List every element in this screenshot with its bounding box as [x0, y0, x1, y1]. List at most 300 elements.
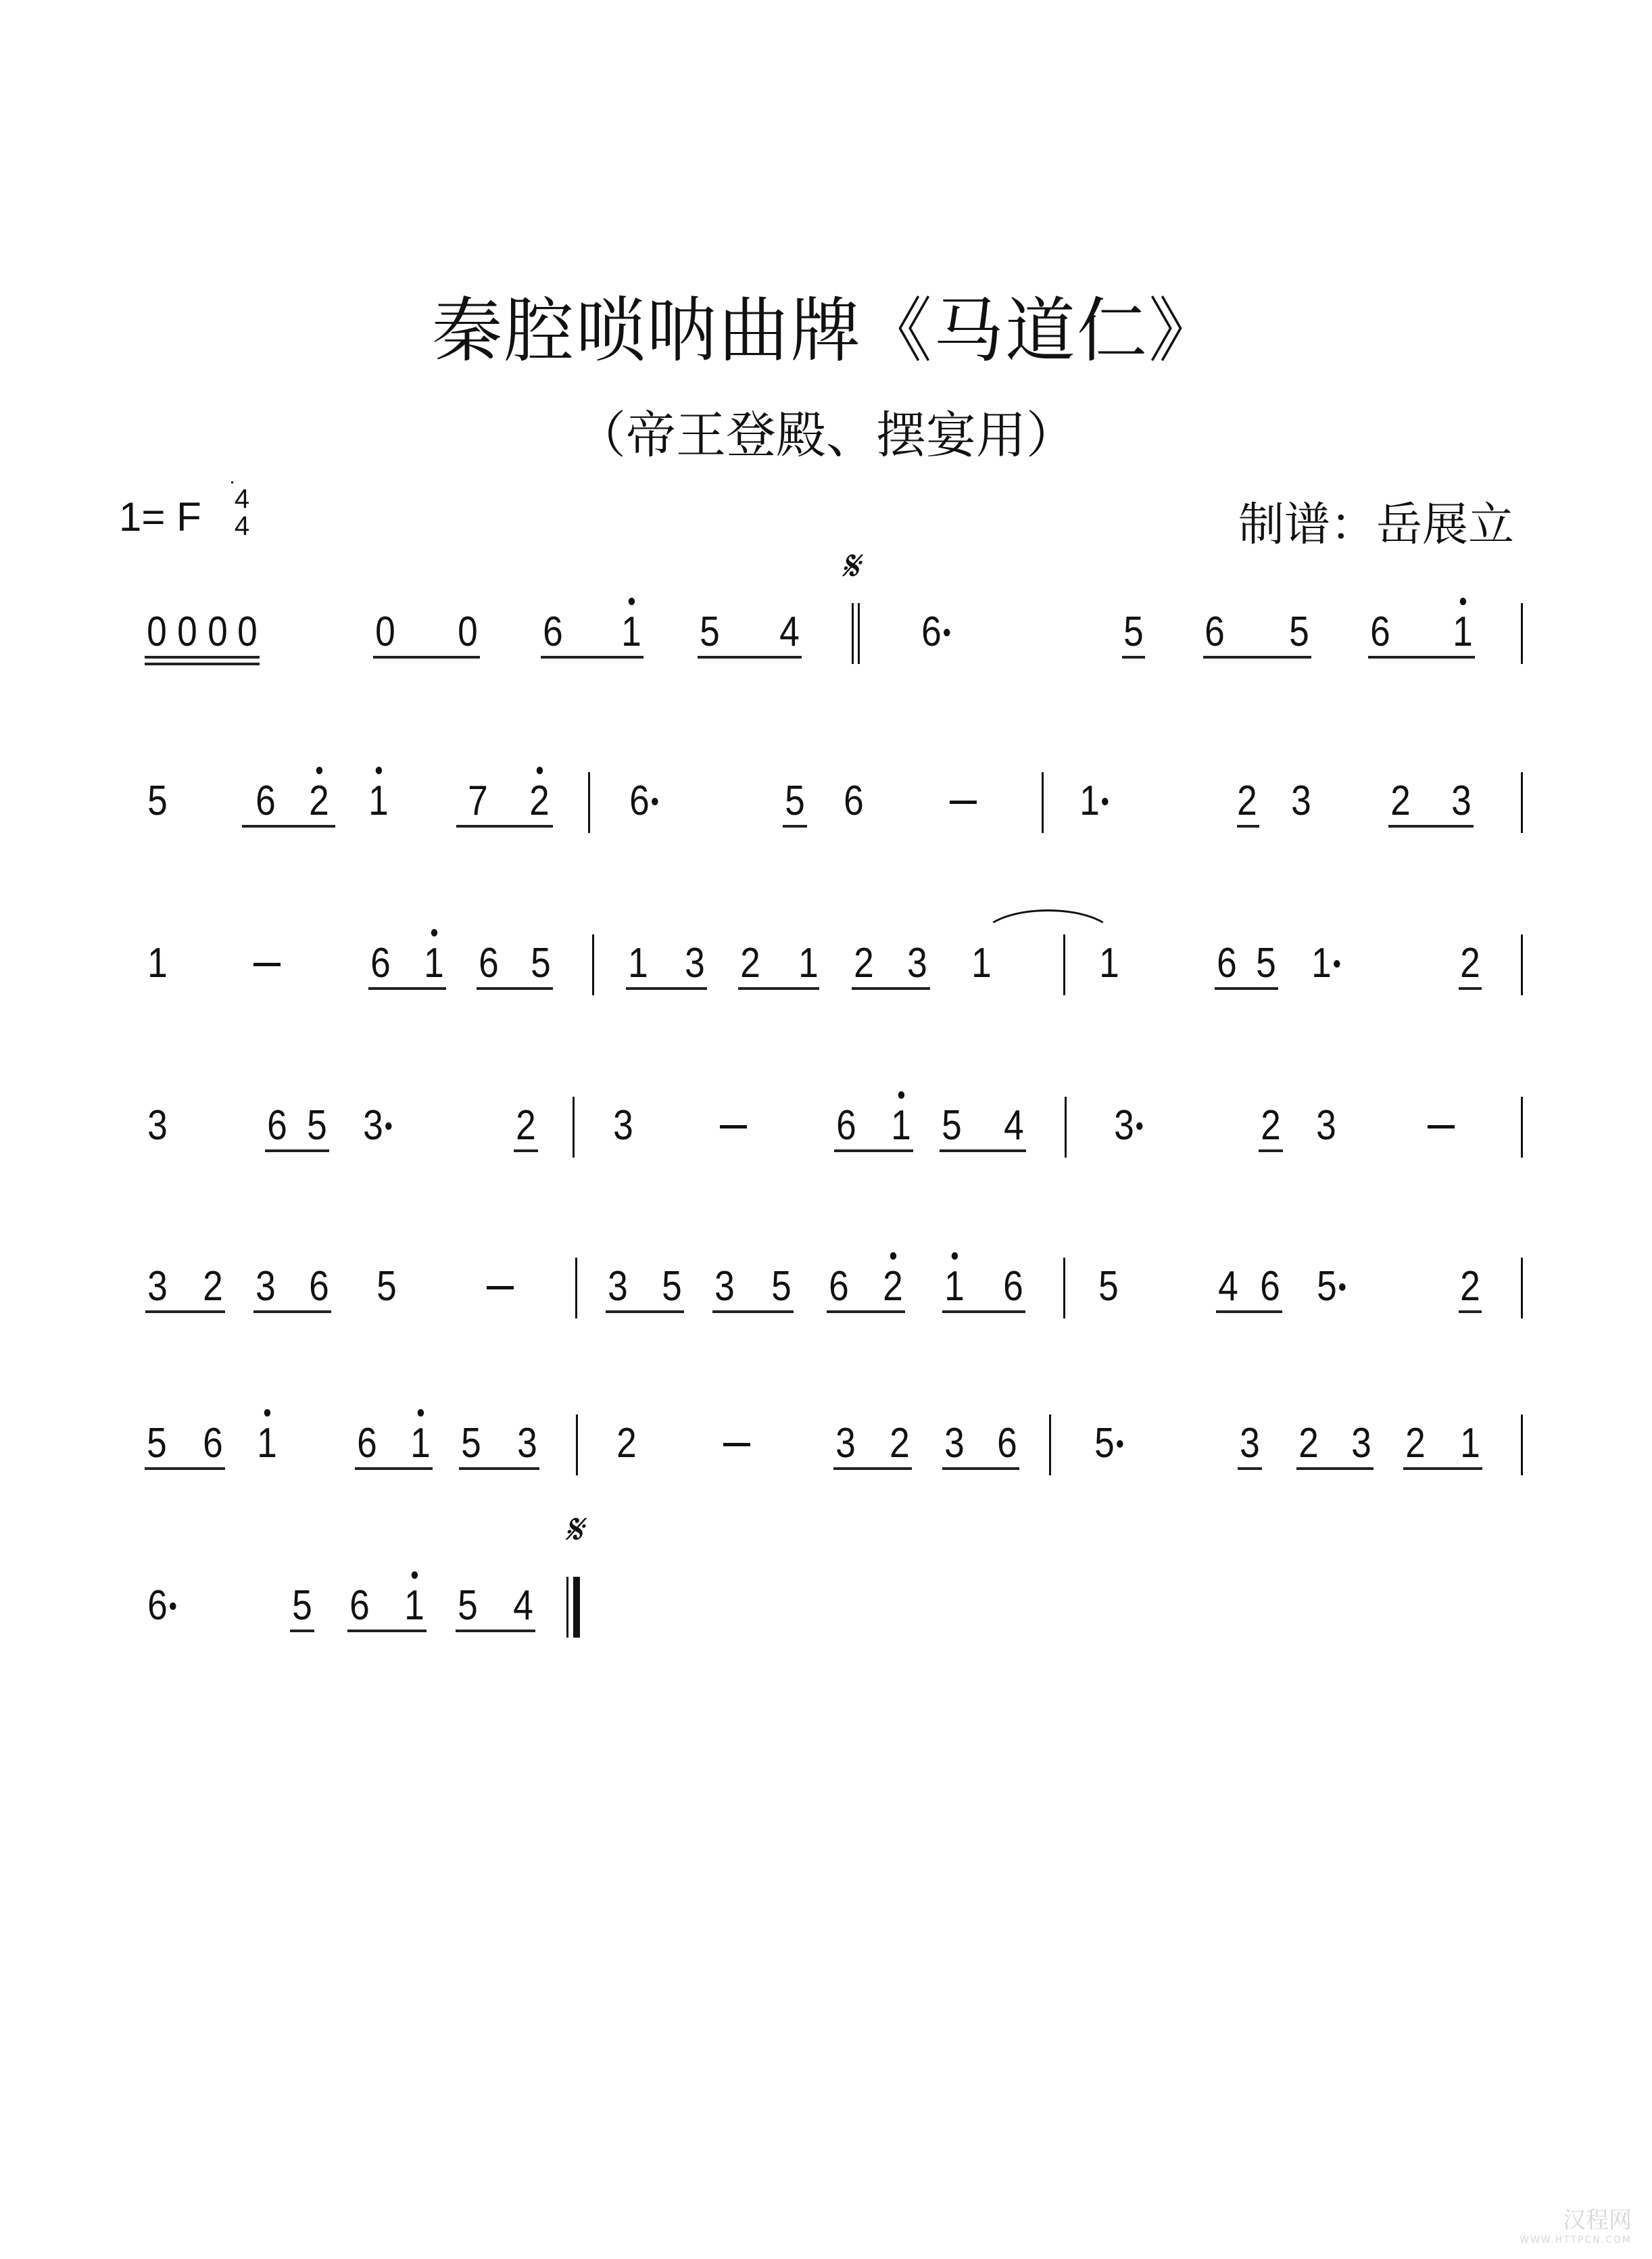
- note-digit: 6: [479, 940, 499, 986]
- note-digit: 5: [942, 1102, 962, 1149]
- beam-underline: [626, 987, 707, 990]
- note-digit: 5: [461, 1420, 481, 1467]
- sustain-dash: [723, 1443, 750, 1446]
- double-barline: [852, 603, 863, 664]
- score-subtitle: （帝王登殿、摆宴用）: [576, 406, 1076, 465]
- note: [508, 1102, 543, 1149]
- beam-underline: [514, 1149, 538, 1152]
- sustain-dash: [253, 963, 281, 966]
- high-octave-dot: [952, 1252, 958, 1260]
- note-digit: 1: [628, 940, 648, 986]
- beam-underline: [1296, 1467, 1374, 1470]
- note-digit: 2: [854, 940, 874, 986]
- note: [1309, 1263, 1344, 1310]
- arranger-credit: 制谱：岳展立: [1238, 498, 1514, 552]
- note-digit: 6: [349, 1582, 370, 1629]
- note: [996, 1263, 1031, 1310]
- note-digit: 1: [1099, 940, 1119, 986]
- beam-underline: [355, 1467, 433, 1470]
- beam-underline: [1215, 987, 1278, 990]
- beam-underline: [783, 825, 807, 828]
- time-fraction-line: [231, 481, 233, 483]
- note: [140, 1263, 175, 1310]
- note: [937, 1263, 972, 1310]
- note: [369, 1263, 404, 1310]
- note-digit: 3: [1291, 778, 1311, 824]
- note: [361, 778, 396, 825]
- beam-underline: [1216, 1310, 1282, 1313]
- note-digit: 2: [1298, 1420, 1319, 1467]
- note-digit: 3: [685, 940, 705, 986]
- sustain-dash: [950, 801, 977, 804]
- note-digit: 3: [1451, 778, 1472, 824]
- note: [1232, 1420, 1267, 1467]
- score-title: 秦腔唢呐曲牌《马道仁》: [431, 289, 1220, 372]
- note-digit: 2: [1405, 1420, 1426, 1467]
- barline: [1065, 1097, 1067, 1158]
- note-digit: 2: [529, 778, 550, 824]
- note: [1398, 1420, 1433, 1467]
- note: [342, 1582, 377, 1630]
- note-digit: 0: [147, 609, 167, 655]
- watermark-logo: 汉程网: [1563, 2207, 1632, 2234]
- note-digit: 3: [1114, 1102, 1134, 1149]
- barline: [573, 1097, 575, 1158]
- note: [1248, 940, 1284, 987]
- watermark-url: WWW.HTTPCN.COM: [1520, 2235, 1632, 2245]
- barline: [1521, 1414, 1523, 1475]
- barline: [1521, 1097, 1523, 1158]
- note-digit: 5: [1317, 1263, 1337, 1310]
- barline: [1063, 934, 1065, 995]
- time-denominator: 4: [234, 511, 250, 541]
- note: [606, 1102, 641, 1149]
- beam-underline: [477, 987, 553, 990]
- note: [934, 1102, 969, 1149]
- note: [397, 1582, 432, 1630]
- beam-underline: [833, 1467, 912, 1470]
- beam-underline: [145, 1467, 225, 1470]
- note-digit: 3: [1240, 1420, 1260, 1467]
- score-row: [0, 1582, 1652, 1690]
- note-digit: 1: [368, 778, 389, 824]
- note: [1116, 609, 1151, 656]
- note: [249, 1420, 285, 1467]
- barline: [576, 1414, 578, 1475]
- beam-underline: [940, 1149, 1026, 1152]
- note: [1211, 1263, 1246, 1310]
- augmentation-dot: [170, 1602, 176, 1610]
- note-digit: 1: [424, 940, 444, 986]
- augmentation-dot: [1102, 798, 1108, 805]
- high-octave-dot: [316, 767, 322, 774]
- beam-underline: [1122, 656, 1145, 659]
- note: [1230, 778, 1265, 825]
- note: [654, 1263, 689, 1310]
- beam-underline: [738, 987, 819, 990]
- note: [1253, 1102, 1288, 1149]
- note: [1363, 609, 1398, 656]
- note-digit: 2: [1261, 1102, 1281, 1149]
- beam-underline: [265, 1149, 329, 1152]
- augmentation-dot: [1334, 960, 1340, 968]
- beam-underline: [1388, 825, 1474, 828]
- barline: [588, 772, 590, 833]
- high-octave-dot: [1460, 598, 1466, 605]
- beam-underline: [290, 1630, 314, 1632]
- note: [140, 940, 175, 987]
- beam-underline: [368, 987, 446, 990]
- beam-underline: [1403, 1467, 1482, 1470]
- note-digit: 1: [147, 940, 168, 986]
- augmentation-dot: [385, 1122, 391, 1130]
- note: [450, 609, 485, 656]
- note-digit: 5: [785, 778, 805, 824]
- note-digit: 6: [921, 609, 942, 655]
- note: [821, 1263, 856, 1310]
- sustain-dash: [1428, 1125, 1455, 1128]
- note: [692, 609, 727, 656]
- beam-underline: [942, 1467, 1019, 1470]
- note: [733, 940, 768, 987]
- key-signature: 1= F: [119, 494, 201, 540]
- barline: [592, 934, 594, 995]
- note-digit: 3: [147, 1102, 168, 1149]
- beam-underline: [242, 825, 335, 828]
- note-digit: 4: [1218, 1263, 1238, 1310]
- note-digit: 2: [883, 1263, 903, 1310]
- note-digit: 6: [1217, 940, 1237, 986]
- beam-underline: [698, 656, 802, 659]
- beam-underline: [459, 1467, 539, 1470]
- note-digit: 2: [740, 940, 760, 986]
- score-row: [0, 1420, 1652, 1528]
- note-digit: 6: [836, 1102, 856, 1149]
- note-digit: 2: [203, 1263, 223, 1310]
- score-row: [0, 778, 1652, 886]
- note: [990, 1420, 1025, 1467]
- note-digit: 1: [798, 940, 819, 986]
- note-digit: 5: [292, 1582, 312, 1629]
- note: [349, 1420, 385, 1467]
- note: [248, 1263, 283, 1310]
- note: [450, 1582, 485, 1630]
- note-digit: 1: [944, 1263, 965, 1310]
- note-digit: 6: [1260, 1263, 1280, 1310]
- note: [677, 940, 712, 987]
- augmentation-dot: [1339, 1283, 1345, 1291]
- note-digit: 5: [1094, 1420, 1115, 1467]
- note: [139, 1420, 174, 1467]
- note-digit: 3: [256, 1263, 276, 1310]
- beam-underline: [942, 1310, 1025, 1313]
- note-digit: 6: [203, 1420, 223, 1467]
- note-digit: 2: [616, 1420, 637, 1467]
- note-digit: 7: [468, 778, 488, 824]
- note: [875, 1263, 910, 1310]
- note: [1087, 1420, 1122, 1467]
- barline: [1049, 1414, 1051, 1475]
- note: [707, 1263, 742, 1310]
- note-digit: 3: [1316, 1102, 1336, 1149]
- high-octave-dot: [376, 767, 382, 774]
- beam-underline: [606, 1310, 684, 1313]
- note-digit: 2: [1460, 1263, 1480, 1310]
- augmentation-dot: [1136, 1122, 1142, 1130]
- note-digit: 5: [307, 1102, 327, 1149]
- score-row: [0, 609, 1652, 717]
- note: [416, 940, 452, 987]
- note-digit: 3: [608, 1263, 628, 1310]
- high-octave-dot: [898, 1091, 904, 1099]
- high-octave-dot: [431, 929, 437, 936]
- high-octave-dot: [629, 598, 635, 605]
- beam-underline: [1459, 987, 1482, 990]
- note-digit: 0: [375, 609, 395, 655]
- note-digit: 3: [363, 1102, 383, 1149]
- beam-underline: [541, 656, 643, 659]
- note-digit: 2: [1460, 940, 1480, 986]
- note-digit: 5: [1098, 1263, 1119, 1310]
- note: [1072, 778, 1107, 825]
- note: [471, 940, 506, 987]
- note: [403, 1420, 438, 1467]
- note-digit: 6: [1370, 609, 1390, 655]
- note-digit: 6: [370, 940, 391, 986]
- high-octave-dot: [890, 1252, 896, 1260]
- note-digit: 3: [835, 1420, 856, 1467]
- note: [1284, 778, 1319, 825]
- note: [356, 1102, 391, 1149]
- note-digit: 3: [613, 1102, 633, 1149]
- note-digit: 6: [829, 1263, 849, 1310]
- note: [609, 1420, 644, 1467]
- beam-underline: [1238, 1467, 1262, 1470]
- note: [1309, 1102, 1344, 1149]
- tie-arc: [980, 909, 1116, 938]
- note-digit: 0: [458, 609, 478, 655]
- barline: [1521, 603, 1523, 664]
- note: [1304, 940, 1339, 987]
- augmentation-dot: [944, 629, 950, 636]
- note-digit: 2: [890, 1420, 910, 1467]
- note-digit: 6: [997, 1420, 1017, 1467]
- note: [764, 1263, 799, 1310]
- beam-underline: [834, 1149, 913, 1152]
- note: [1282, 609, 1317, 656]
- note: [1444, 778, 1479, 825]
- note: [301, 778, 337, 825]
- beam-underline: [145, 656, 260, 659]
- note: [195, 1263, 230, 1310]
- note: [1092, 940, 1127, 987]
- note-digit: 6: [267, 1102, 287, 1149]
- note: [614, 609, 649, 656]
- beam-underline: [145, 663, 260, 665]
- note: [622, 778, 657, 825]
- note-digit: 6: [629, 778, 650, 824]
- high-octave-dot: [264, 1409, 270, 1417]
- note: [836, 778, 871, 825]
- note: [301, 1263, 337, 1310]
- note-digit: 5: [147, 778, 168, 824]
- note: [170, 609, 205, 656]
- barline: [1063, 1258, 1065, 1318]
- note-digit: 5: [376, 1263, 397, 1310]
- note: [1453, 940, 1488, 987]
- note: [1453, 1420, 1488, 1467]
- note-digit: 3: [147, 1263, 168, 1310]
- watermark: [1520, 2202, 1632, 2245]
- note-digit: 0: [177, 609, 197, 655]
- note: [1344, 1420, 1379, 1467]
- beam-underline: [1459, 1310, 1482, 1313]
- note: [1383, 778, 1418, 825]
- note-digit: 2: [1237, 778, 1257, 824]
- note-digit: 0: [208, 609, 228, 655]
- note: [772, 609, 807, 656]
- note: [248, 778, 283, 825]
- note: [506, 1582, 541, 1630]
- barline: [575, 1258, 577, 1318]
- note-digit: 6: [357, 1420, 377, 1467]
- note: [522, 778, 557, 825]
- beam-underline: [456, 825, 553, 828]
- score-row: [0, 940, 1652, 1048]
- final-barline: [566, 1577, 583, 1638]
- note: [1445, 609, 1480, 656]
- note: [883, 1102, 919, 1149]
- beam-underline: [852, 987, 930, 990]
- note-digit: 1: [621, 609, 641, 655]
- note: [777, 778, 812, 825]
- beam-underline: [712, 1310, 794, 1313]
- note: [285, 1582, 320, 1630]
- note: [964, 940, 999, 987]
- note: [600, 1263, 635, 1310]
- beam-underline: [253, 1310, 331, 1313]
- note-digit: 5: [1123, 609, 1144, 655]
- note: [460, 778, 495, 825]
- note: [1209, 940, 1244, 987]
- note-digit: 0: [237, 609, 258, 655]
- note-digit: 5: [771, 1263, 792, 1310]
- beam-underline: [347, 1630, 427, 1632]
- time-numerator: 4: [234, 484, 250, 514]
- note-digit: 5: [1256, 940, 1276, 986]
- note-digit: 1: [971, 940, 992, 986]
- note: [140, 1582, 175, 1630]
- sustain-dash: [487, 1286, 514, 1289]
- note-digit: 5: [147, 1420, 167, 1467]
- note: [1253, 1263, 1288, 1310]
- note: [1291, 1420, 1326, 1467]
- barline: [1521, 934, 1523, 995]
- note-digit: 1: [404, 1582, 424, 1629]
- note-digit: 2: [1390, 778, 1411, 824]
- barline: [1521, 1258, 1523, 1318]
- note: [828, 1420, 863, 1467]
- note: [914, 609, 949, 656]
- note: [1453, 1263, 1488, 1310]
- note: [195, 1420, 230, 1467]
- note: [140, 778, 175, 825]
- note-digit: 6: [1003, 1263, 1023, 1310]
- note: [523, 940, 558, 987]
- beam-underline: [1203, 656, 1311, 659]
- beam-underline: [827, 1310, 905, 1313]
- note-digit: 1: [410, 1420, 431, 1467]
- note: [996, 1102, 1031, 1149]
- note: [791, 940, 826, 987]
- note-digit: 4: [779, 609, 800, 655]
- segno-icon: 𝄋: [841, 541, 859, 590]
- beam-underline: [1259, 1149, 1283, 1152]
- note-digit: 1: [1460, 1420, 1480, 1467]
- note-digit: 6: [844, 778, 864, 824]
- note-digit: 6: [543, 609, 563, 655]
- high-octave-dot: [418, 1409, 424, 1417]
- sustain-dash: [720, 1125, 747, 1128]
- note-digit: 6: [256, 778, 276, 824]
- note: [535, 609, 570, 656]
- note-digit: 1: [1311, 940, 1332, 986]
- note-digit: 1: [257, 1420, 277, 1467]
- note-digit: 3: [907, 940, 927, 986]
- note: [829, 1102, 864, 1149]
- note: [846, 940, 881, 987]
- note: [260, 1102, 295, 1149]
- beam-underline: [456, 1630, 535, 1632]
- note: [454, 1420, 489, 1467]
- note-digit: 5: [458, 1582, 478, 1629]
- high-octave-dot: [537, 767, 543, 774]
- time-signature: [228, 485, 256, 540]
- note-digit: 1: [1079, 778, 1100, 824]
- note: [363, 940, 398, 987]
- beam-underline: [1237, 825, 1259, 828]
- note-digit: 4: [513, 1582, 533, 1629]
- note-digit: 6: [147, 1582, 168, 1629]
- note: [368, 609, 403, 656]
- augmentation-dot: [652, 798, 658, 805]
- note-digit: 6: [309, 1263, 329, 1310]
- note-digit: 3: [944, 1420, 965, 1467]
- note-digit: 5: [700, 609, 720, 655]
- note: [900, 940, 935, 987]
- note: [299, 1102, 335, 1149]
- note-digit: 3: [1351, 1420, 1371, 1467]
- note-digit: 3: [517, 1420, 537, 1467]
- note-digit: 1: [1453, 609, 1473, 655]
- note-digit: 2: [309, 778, 329, 824]
- note-digit: 5: [1289, 609, 1309, 655]
- note: [230, 609, 265, 656]
- score-row: [0, 1263, 1652, 1371]
- segno-icon: 𝄋: [564, 1504, 583, 1554]
- note: [1091, 1263, 1126, 1310]
- beam-underline: [145, 1310, 225, 1313]
- note: [139, 609, 174, 656]
- barline: [1521, 772, 1523, 833]
- note-digit: 1: [891, 1102, 911, 1149]
- beam-underline: [373, 656, 480, 659]
- note: [1107, 1102, 1142, 1149]
- note: [140, 1102, 175, 1149]
- augmentation-dot: [1117, 1440, 1123, 1448]
- beam-underline: [1368, 656, 1475, 659]
- note-digit: 2: [516, 1102, 536, 1149]
